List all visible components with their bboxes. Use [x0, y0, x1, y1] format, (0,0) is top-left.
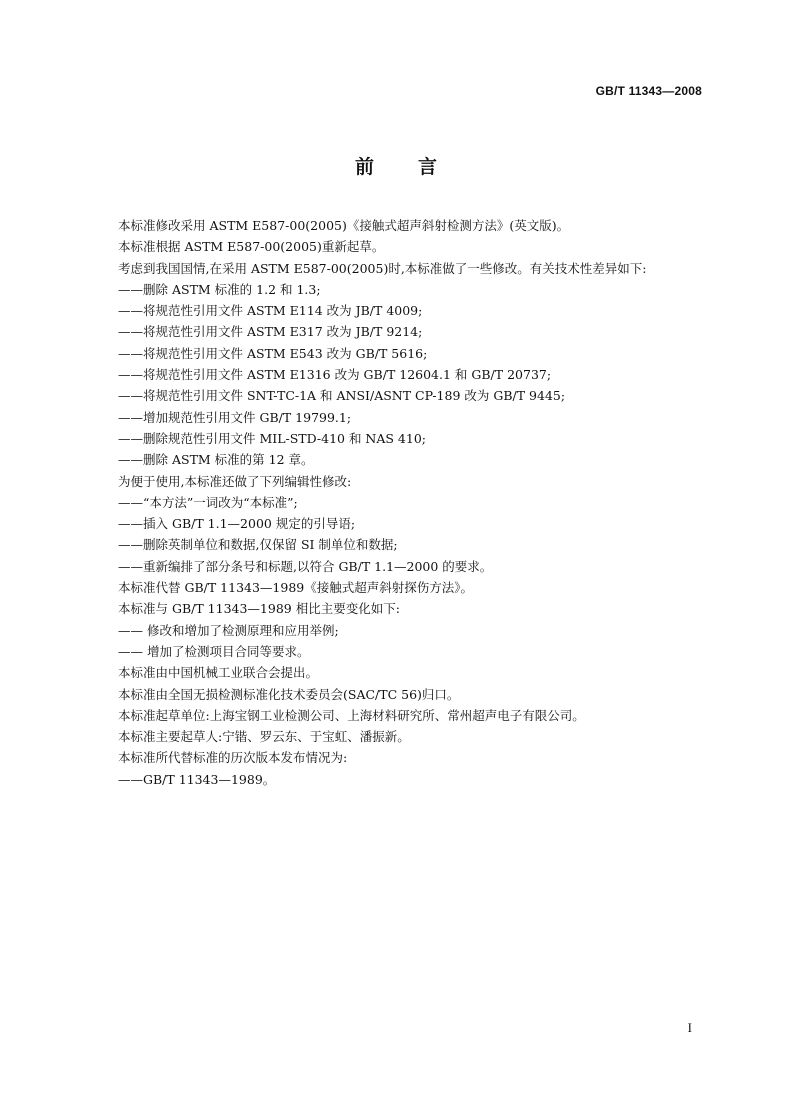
paragraph-line: 本标准代替 GB/T 11343—1989《接触式超声斜射探伤方法》。: [118, 580, 473, 596]
list-item: ——将规范性引用文件 ASTM E114 改为 JB/T 4009;: [118, 303, 423, 319]
list-item: ——删除 ASTM 标准的第 12 章。: [118, 452, 314, 468]
standard-code: GB/T 11343—2008: [595, 84, 702, 98]
paragraph-line: 本标准起草单位:上海宝钢工业检测公司、上海材料研究所、常州超声电子有限公司。: [118, 707, 585, 723]
paragraph-line: 本标准所代替标准的历次版本发布情况为:: [118, 750, 348, 766]
list-item: ——删除英制单位和数据,仅保留 SI 制单位和数据;: [118, 537, 398, 553]
list-item: ——将规范性引用文件 ASTM E1316 改为 GB/T 12604.1 和 GB/T 20737;: [118, 367, 552, 383]
list-item: —— 增加了检测项目合同等要求。: [118, 643, 310, 659]
paragraph-line: 本标准主要起草人:宁锴、罗云东、于宝虹、潘振新。: [118, 729, 410, 745]
paragraph-line: 本标准修改采用 ASTM E587-00(2005)《接触式超声斜射检测方法》(英文版)。: [118, 218, 570, 233]
paragraph-line: 本标准由中国机械工业联合会提出。: [118, 665, 319, 681]
list-item: ——增加规范性引用文件 GB/T 19799.1;: [118, 409, 352, 425]
paragraph-line: 本标准与 GB/T 11343—1989 相比主要变化如下:: [118, 601, 400, 617]
page-title: 前言: [354, 156, 481, 178]
paragraph-line: 本标准根据 ASTM E587-00(2005)重新起草。: [118, 239, 385, 255]
foreword-body: [118, 215, 718, 790]
list-item: ——删除规范性引用文件 MIL-STD-410 和 NAS 410;: [118, 430, 426, 446]
paragraph-line: 本标准由全国无损检测标准化技术委员会(SAC/TC 56)归口。: [118, 686, 460, 702]
list-item: ——“本方法”一词改为“本标准”;: [118, 494, 298, 510]
list-item: —— 修改和增加了检测原理和应用举例;: [118, 622, 339, 638]
page-number: I: [687, 1020, 692, 1035]
paragraph-line: 考虑到我国国情,在采用 ASTM E587-00(2005)时,本标准做了一些修改。有关技术性差异如下:: [118, 260, 647, 276]
list-item: ——将规范性引用文件 ASTM E543 改为 GB/T 5616;: [118, 345, 428, 361]
list-item: ——将规范性引用文件 SNT-TC-1A 和 ANSI/ASNT CP-189 改为 GB/T 9445;: [118, 388, 566, 404]
list-item: ——重新编排了部分条号和标题,以符合 GB/T 1.1—2000 的要求。: [118, 558, 493, 574]
list-item: ——插入 GB/T 1.1—2000 规定的引导语;: [118, 516, 356, 532]
paragraph-line: 为便于使用,本标准还做了下列编辑性修改:: [118, 473, 352, 489]
list-item: ——将规范性引用文件 ASTM E317 改为 JB/T 9214;: [118, 324, 423, 340]
list-item: ——GB/T 11343—1989。: [118, 771, 276, 787]
list-item: ——删除 ASTM 标准的 1.2 和 1.3;: [118, 281, 321, 297]
